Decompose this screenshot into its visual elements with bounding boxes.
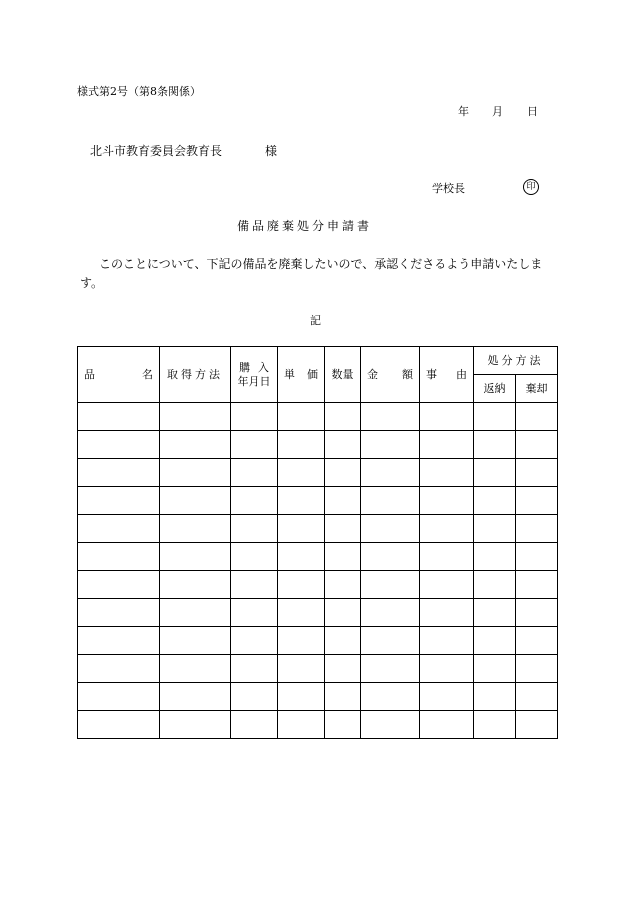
honorific: 様 xyxy=(265,144,278,158)
cell-unit-price[interactable] xyxy=(278,627,325,655)
table-row xyxy=(78,431,558,459)
cell-acquisition-method[interactable] xyxy=(160,655,231,683)
date-month-label: 月 xyxy=(492,105,503,118)
header-amount: 金 額 xyxy=(361,347,420,403)
cell-purchase-date[interactable] xyxy=(231,599,278,627)
cell-amount[interactable] xyxy=(361,459,420,487)
cell-quantity[interactable] xyxy=(325,431,361,459)
table-row xyxy=(78,543,558,571)
form-number: 様式第2号（第8条関係） xyxy=(77,85,201,98)
cell-unit-price[interactable] xyxy=(278,683,325,711)
cell-acquisition-method[interactable] xyxy=(160,711,231,739)
cell-discard[interactable] xyxy=(516,599,558,627)
cell-return[interactable] xyxy=(474,711,516,739)
cell-acquisition-method[interactable] xyxy=(160,515,231,543)
date-year-label: 年 xyxy=(458,105,469,118)
cell-quantity[interactable] xyxy=(325,627,361,655)
table-row xyxy=(78,487,558,515)
cell-item-name[interactable] xyxy=(78,571,160,599)
cell-amount[interactable] xyxy=(361,711,420,739)
cell-reason[interactable] xyxy=(420,431,474,459)
cell-amount[interactable] xyxy=(361,515,420,543)
cell-discard[interactable] xyxy=(516,515,558,543)
cell-reason[interactable] xyxy=(420,403,474,431)
cell-amount[interactable] xyxy=(361,683,420,711)
ki-label: 記 xyxy=(310,314,321,327)
body-line-2: す。 xyxy=(80,276,104,290)
cell-quantity[interactable] xyxy=(325,571,361,599)
cell-return[interactable] xyxy=(474,515,516,543)
cell-reason[interactable] xyxy=(420,459,474,487)
cell-quantity[interactable] xyxy=(325,543,361,571)
cell-quantity[interactable] xyxy=(325,487,361,515)
cell-purchase-date[interactable] xyxy=(231,571,278,599)
cell-discard[interactable] xyxy=(516,431,558,459)
cell-item-name[interactable] xyxy=(78,711,160,739)
header-item-name: 品 名 xyxy=(78,347,160,403)
cell-reason[interactable] xyxy=(420,599,474,627)
cell-item-name[interactable] xyxy=(78,487,160,515)
header-purchase-date: 購 入 年月日 xyxy=(231,347,278,403)
cell-purchase-date[interactable] xyxy=(231,515,278,543)
cell-unit-price[interactable] xyxy=(278,543,325,571)
cell-quantity[interactable] xyxy=(325,599,361,627)
table-row xyxy=(78,683,558,711)
cell-unit-price[interactable] xyxy=(278,599,325,627)
cell-unit-price[interactable] xyxy=(278,655,325,683)
cell-acquisition-method[interactable] xyxy=(160,683,231,711)
cell-return[interactable] xyxy=(474,683,516,711)
table-row xyxy=(78,403,558,431)
cell-reason[interactable] xyxy=(420,655,474,683)
cell-purchase-date[interactable] xyxy=(231,487,278,515)
cell-return[interactable] xyxy=(474,487,516,515)
cell-amount[interactable] xyxy=(361,543,420,571)
cell-discard[interactable] xyxy=(516,683,558,711)
cell-purchase-date[interactable] xyxy=(231,655,278,683)
cell-purchase-date[interactable] xyxy=(231,543,278,571)
cell-discard[interactable] xyxy=(516,487,558,515)
cell-reason[interactable] xyxy=(420,543,474,571)
table-row xyxy=(78,515,558,543)
cell-return[interactable] xyxy=(474,599,516,627)
header-acquisition-method: 取得方法 xyxy=(160,347,231,403)
sender-title: 学校長 xyxy=(432,182,465,195)
cell-reason[interactable] xyxy=(420,487,474,515)
cell-discard[interactable] xyxy=(516,543,558,571)
cell-return[interactable] xyxy=(474,403,516,431)
table-row xyxy=(78,571,558,599)
cell-return[interactable] xyxy=(474,459,516,487)
cell-quantity[interactable] xyxy=(325,459,361,487)
equipment-disposal-table xyxy=(77,346,558,739)
cell-acquisition-method[interactable] xyxy=(160,459,231,487)
cell-item-name[interactable] xyxy=(78,599,160,627)
table-row xyxy=(78,711,558,739)
cell-amount[interactable] xyxy=(361,599,420,627)
cell-item-name[interactable] xyxy=(78,459,160,487)
cell-purchase-date[interactable] xyxy=(231,431,278,459)
table-row xyxy=(78,459,558,487)
cell-amount[interactable] xyxy=(361,627,420,655)
cell-quantity[interactable] xyxy=(325,711,361,739)
cell-unit-price[interactable] xyxy=(278,515,325,543)
table-row xyxy=(78,599,558,627)
cell-amount[interactable] xyxy=(361,403,420,431)
cell-return[interactable] xyxy=(474,543,516,571)
cell-quantity[interactable] xyxy=(325,655,361,683)
cell-item-name[interactable] xyxy=(78,683,160,711)
cell-item-name[interactable] xyxy=(78,431,160,459)
header-disposal-method: 処分方法 xyxy=(474,347,558,375)
cell-discard[interactable] xyxy=(516,627,558,655)
seal-mark: 印 xyxy=(523,179,539,195)
header-return: 返納 xyxy=(474,375,516,403)
cell-quantity[interactable] xyxy=(325,403,361,431)
cell-item-name[interactable] xyxy=(78,543,160,571)
cell-purchase-date[interactable] xyxy=(231,459,278,487)
cell-unit-price[interactable] xyxy=(278,711,325,739)
cell-amount[interactable] xyxy=(361,431,420,459)
cell-acquisition-method[interactable] xyxy=(160,403,231,431)
cell-acquisition-method[interactable] xyxy=(160,571,231,599)
cell-quantity[interactable] xyxy=(325,683,361,711)
cell-discard[interactable] xyxy=(516,711,558,739)
body-line-1: このことについて、下記の備品を廃棄したいので、承認くださるよう申請いたしま xyxy=(99,257,543,271)
cell-discard[interactable] xyxy=(516,655,558,683)
header-discard: 棄却 xyxy=(516,375,558,403)
cell-amount[interactable] xyxy=(361,655,420,683)
cell-purchase-date[interactable] xyxy=(231,683,278,711)
cell-unit-price[interactable] xyxy=(278,431,325,459)
cell-acquisition-method[interactable] xyxy=(160,627,231,655)
cell-purchase-date[interactable] xyxy=(231,711,278,739)
addressee: 北斗市教育委員会教育長 xyxy=(90,144,223,158)
table-row xyxy=(78,627,558,655)
cell-reason[interactable] xyxy=(420,515,474,543)
cell-return[interactable] xyxy=(474,431,516,459)
cell-unit-price[interactable] xyxy=(278,459,325,487)
table-row xyxy=(78,655,558,683)
cell-reason[interactable] xyxy=(420,683,474,711)
cell-reason[interactable] xyxy=(420,571,474,599)
document-title: 備品廃棄処分申請書 xyxy=(237,219,373,233)
cell-purchase-date[interactable] xyxy=(231,627,278,655)
cell-item-name[interactable] xyxy=(78,655,160,683)
cell-discard[interactable] xyxy=(516,459,558,487)
cell-discard[interactable] xyxy=(516,571,558,599)
cell-unit-price[interactable] xyxy=(278,571,325,599)
cell-item-name[interactable] xyxy=(78,627,160,655)
cell-acquisition-method[interactable] xyxy=(160,543,231,571)
cell-item-name[interactable] xyxy=(78,515,160,543)
cell-reason[interactable] xyxy=(420,627,474,655)
cell-acquisition-method[interactable] xyxy=(160,599,231,627)
cell-acquisition-method[interactable] xyxy=(160,431,231,459)
cell-unit-price[interactable] xyxy=(278,403,325,431)
cell-amount[interactable] xyxy=(361,487,420,515)
cell-quantity[interactable] xyxy=(325,515,361,543)
cell-unit-price[interactable] xyxy=(278,487,325,515)
cell-return[interactable] xyxy=(474,655,516,683)
cell-return[interactable] xyxy=(474,627,516,655)
cell-return[interactable] xyxy=(474,571,516,599)
cell-discard[interactable] xyxy=(516,403,558,431)
header-quantity: 数量 xyxy=(325,347,361,403)
cell-item-name[interactable] xyxy=(78,403,160,431)
header-reason: 事 由 xyxy=(420,347,474,403)
date-day-label: 日 xyxy=(527,105,538,118)
cell-reason[interactable] xyxy=(420,711,474,739)
cell-purchase-date[interactable] xyxy=(231,403,278,431)
cell-amount[interactable] xyxy=(361,571,420,599)
cell-acquisition-method[interactable] xyxy=(160,487,231,515)
header-unit-price: 単 価 xyxy=(278,347,325,403)
